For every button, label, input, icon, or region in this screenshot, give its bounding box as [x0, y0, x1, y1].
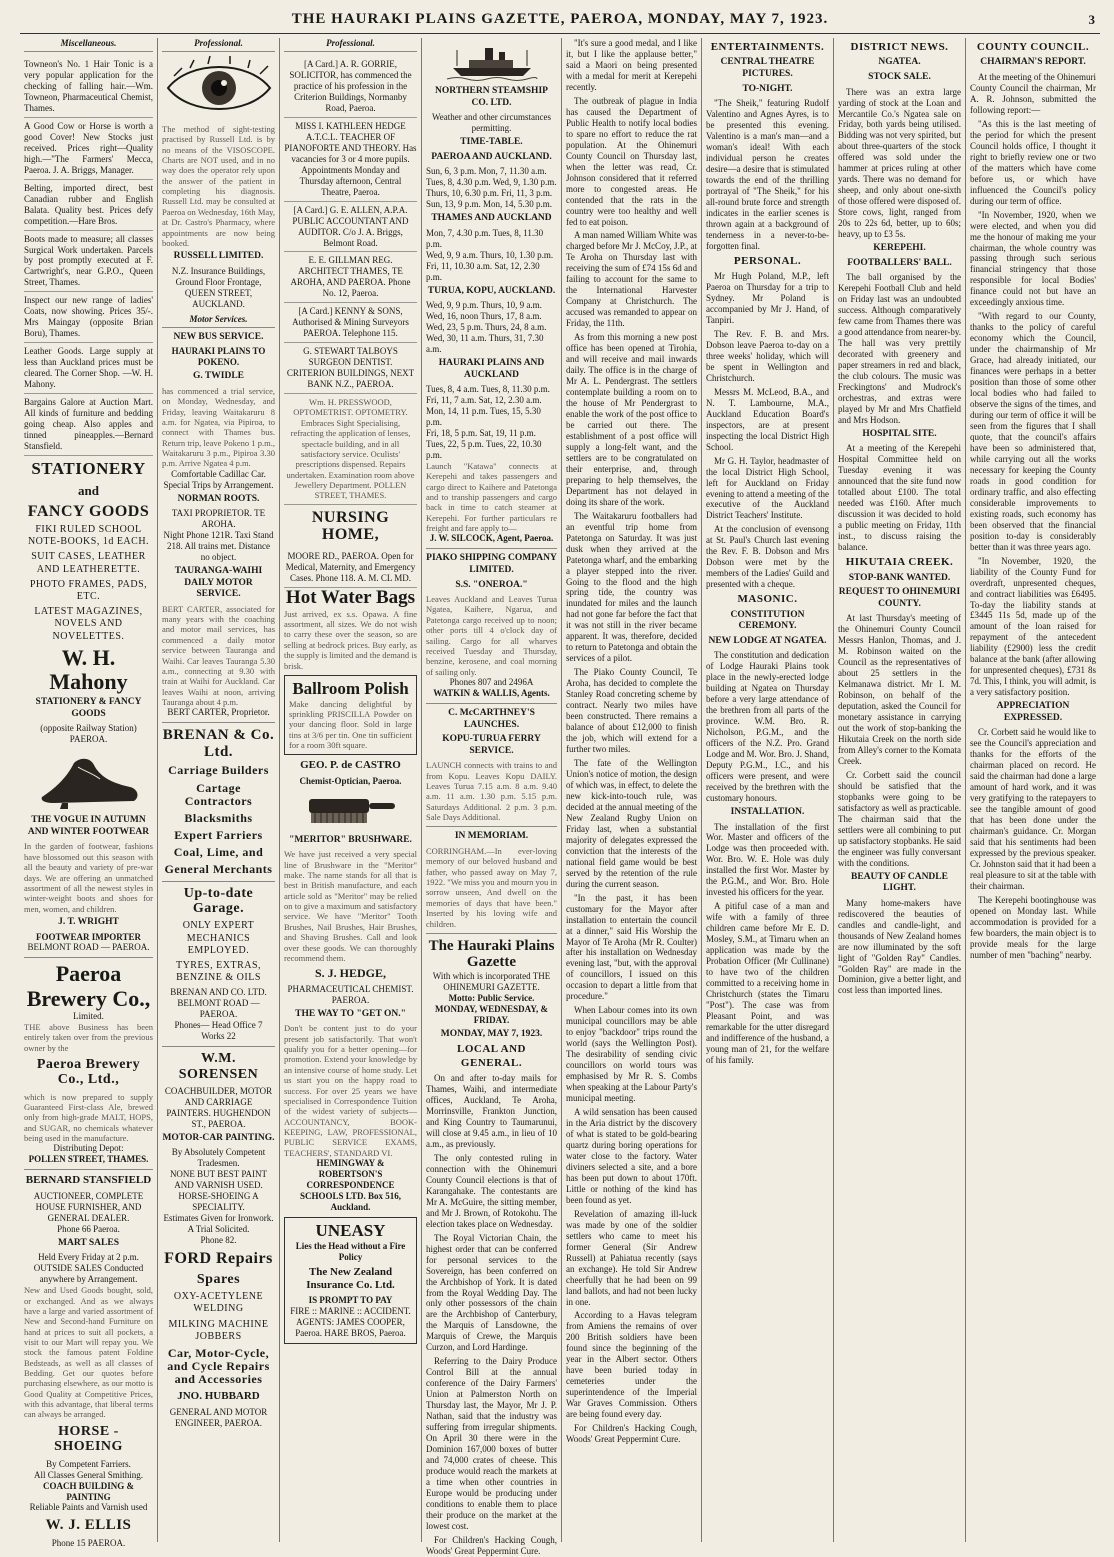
kenny-card: [A Card.] KENNY & SONS, Authorised & Mining Surveyors PAEROA. Telephone 115. [284, 303, 417, 343]
district-news-title: DISTRICT NEWS. [850, 41, 949, 53]
bus-title: NEW BUS SERVICE. [173, 331, 264, 342]
paper-sub: With which is incorporated THE OHINEMURI GAZETTE. [432, 970, 551, 992]
candle-title: BEAUTY OF CANDLE LIGHT. [851, 871, 948, 894]
garage-phones: Phones— Head Office 7 Works 22 [174, 1020, 263, 1042]
news-paragraph: Revelation of amazing ill-luck was made by one of the soldier settlers who came to meet his former General (Sir Andrew Russell) at Pahiatua recently (says an exchange). He told Sir Andrew cheerfully that he had been on 99 land ballots, and had not been lucky in one. [566, 1208, 697, 1307]
brewery-name-1: Paeroa [55, 961, 122, 987]
nursing-text: MOORE RD., PAEROA. Open for Medical, Maternity, and Emergency Cases. Phone 118. A. M. CL MD. [284, 548, 417, 588]
timetable-row: Sun, 6, 3 p.m. Mon, 7, 11.30 a.m. [426, 166, 547, 177]
timetable-row: Mon, 7, 4.30 p.m. Tues, 8, 11.30 p.m. [426, 227, 544, 249]
brewery-text: THE above Business has been entirely taken over from the previous owner by the [24, 1021, 153, 1053]
stock-text: There was an extra large yarding of stock at the Loan and Mercantile Co.'s Ngatea sale on Friday, both yards being utilised. Bidding was not very spirited, but about three-quarters of the stock offered was sold under the hammer at prices ruling at other yards. There was no demand for sheep, and only about one-sixth of those offered were disposed of. Store cows, light, ranged from 20s to 22s 6d, better, up to 60s; heavy, up to £3 5s. [838, 86, 961, 240]
timetable-row: Fri, 11, 10.30 a.m. Sat, 12, 2.30 p.m. [426, 260, 540, 282]
column-professional-motor [158, 38, 280, 1542]
hubbard-sub: GENERAL AND MOTOR ENGINEER, PAEROA. [169, 1406, 268, 1428]
timetable-row: Wed, 9, 9 a.m. Thurs, 10, 1.30 p.m. [426, 249, 554, 260]
masthead [20, 10, 1100, 34]
brenan-line: Expert Farriers [174, 828, 263, 843]
tonight-title: TO-NIGHT. [742, 83, 793, 94]
brewery-text-2: which is now prepared to supply Guaranteed First-class Ale, brewed only from high-grade MALT, HOPS, and SUGAR, no chemicals whatever being used in the manufacture. [24, 1091, 153, 1144]
local-general-body [426, 1073, 557, 1557]
theatre-text: "The Sheik," featuring Rudolf Valentino and Agnes Ayres, is to be presented this evening. Valentino is a man's man—and a woman's ideal! With each individual person he creates desire—a desire that is stimulated towards the end of the thrilling portrayal of "The Sheik," for his all-round brute force and strength indicates in the earlier scenes is thrown again at a background of tenderness in a never-to-be-forgotten final. [706, 98, 829, 251]
news-paragraph: According to a Havas telegram from Amiens the remains of over 200 British soldiers have been found since the beginning of the year in the Albert sector. Others have been buried today in cemeteries under the superintendence of the Imperial War Graves Commission. Others are being found every day. [566, 1310, 697, 1420]
ford-line: OXY-ACETYLENE WELDING [173, 1291, 264, 1315]
sj-hedge-title: S. J. HEDGE, [314, 966, 386, 981]
mart-title: MART SALES [58, 1237, 119, 1248]
weather-note: Weather and other circumstances permitting. [432, 112, 551, 134]
hospital-title: HOSPITAL SITE. [862, 428, 937, 439]
sorensen-line: By Absolutely Competent Tradesmen. [171, 1147, 266, 1169]
twidle-tail: Comfortable Cadillac Car. Special Trips by Arrangement. [163, 468, 274, 490]
footballers-title: FOOTBALLERS' BALL. [847, 257, 952, 268]
news-paragraph: The Piako County Council, Te Aroha, has decided to complete the Stanley Road concreting scheme by contract. Nearly two miles have been constructed. There remains a balance of about £12,000 to finish the job, which will extend for a further two miles. [566, 667, 697, 755]
entertainments-title: ENTERTAINMENTS. [710, 41, 825, 53]
insurance-ad [284, 1217, 417, 1344]
personal-body [706, 271, 829, 590]
wright-name: J. T. WRIGHT [58, 916, 119, 927]
news-paragraph: A wild sensation has been caused in the Aria district by the discovery of what is stated to be gold-bearing quartz during boring operations for water close to the factory. Water diviners selected a site, and a bore has been put down to about 170ft. Little or nothing of the kind has been found as yet. [566, 1107, 697, 1205]
column-news [562, 38, 702, 1542]
personal-title: PERSONAL. [733, 254, 802, 267]
steamship-icon [426, 42, 557, 82]
classified-ad: Leather Goods. Large supply at less than Auckland prices must be cleared. The Corner Shop. —W. H. Mahony. [24, 343, 153, 394]
get-on-text: Don't be content just to do your present job satisfactorily. That won't qualify you for a better opening—for promotion. Extend your knowledge by an intensive course of home study. Let us start you on the happy road to success. For over 25 years we have specialised in Correspondence Tuition of the widest variety of subjects— ACCOUNTANCY, BOOK-KEEPING, LAW, PROFESSIONAL, PUBLIC SERVICE EXAMS, TEACHERS', STANDARD VI. [284, 1023, 417, 1158]
news-paragraph: The Royal Victorian Chain, the highest order that can be conferred for personal services to the Sovereign, has been conferred on the Archbishop of York. It is dated from the Royal Wedding Day. The only other possessors of the chain are the Archbishop of Canterbury, the Marquis of Lansdowne, the Marquis of Crewe, the Marquis Curzon, and Lord Hardinge. [426, 1232, 557, 1353]
timetable-row: Mon, 14, 11 p.m. Tues, 15, 5.30 p.m. [426, 406, 541, 428]
news-paragraph: At the conclusion of evensong at St. Paul's Church last evening the Rev. F. B. Dobson and Mrs Dobson were met by the members of the Ladies' Guild and presented with a cheque. [706, 524, 829, 590]
installation-title: INSTALLATION. [730, 806, 805, 817]
news-paragraph: Mr Hugh Poland, M.P., left Paeroa on Thursday for a trip to Sydney. Mr Poland is accompanied by Mr J. Hand, of Tanpiri. [706, 271, 829, 325]
paper-motto: Motto: Public Service. [448, 992, 535, 1003]
castro-sub: Chemist-Optician, Paeroa. [299, 775, 402, 786]
stansfield-name: BERNARD STANSFIELD [25, 1174, 152, 1187]
garage-address: BRENAN AND CO. LTD. BELMONT ROAD — PAEROA. [170, 987, 267, 1020]
piako-ship: S.S. "ONEROA." [455, 579, 528, 590]
column-district-news [834, 38, 966, 1542]
stationery-line: PHOTO FRAMES, PADS, ETC. [29, 578, 148, 603]
sorensen-line: HORSE-SHOEING A SPECIALITY. [178, 1191, 259, 1213]
stopbank-title: STOP-BANK WANTED. [848, 572, 951, 583]
nzins-sub: IS PROMPT TO PAY [308, 1295, 393, 1306]
norman-sub: TAXI PROPRIETOR. TE AROHA. [171, 508, 266, 530]
timetable-row: Sun, 13, 9 p.m. Mon, 14, 5.30 p.m. [426, 199, 553, 210]
brenan-name: BRENAN & Co. Ltd. [162, 727, 275, 760]
silcock-agent: J. W. SILCOCK, Agent, Paeroa. [429, 533, 554, 544]
norman-text: Night Phone 121R. Taxi Stand 218. All trains met. Distance no object. [163, 530, 274, 563]
tauranga-tail: BERT CARTER, Proprietor. [167, 707, 270, 718]
hemingway: HEMINGWAY & ROBERTSON'S CORRESPONDENCE SCHOOLS LTD. Box 516, Auckland. [300, 1158, 401, 1212]
piako-agents: WATKIN & WALLIS, Agents. [433, 687, 550, 698]
sorensen-line: NONE BUT BEST PAINT AND VARNISH USED. [169, 1169, 268, 1191]
ballroom-ad [284, 675, 417, 755]
kopu-text: LAUNCH connects with trains to and from Kopu. Leaves Kopu DAILY. Leaves Turua 7.15 a.m. 8 a.m. 9.40 a.m. 11 a.m. 1.30 p.m. 5.15 p.m. Saturdays Additional. 2 p.m. 3 p.m. Sale Days Additional. [426, 760, 557, 823]
news-paragraph: Referring to the Dairy Produce Control Bill at the annual conference of the Dairy Farmers' Union at Palmerston North on Thursday last, the Mayor, Mr J. P. Nathan, said that the industry was suffering from irregular shipments. On April 30 there were in the Dominion 167,000 boxes of butter and 74,000 crates of cheese. This produce would reach the markets at a time when other countries in Europe would be producing under conditions to enable them to place their produce on the market at the lowest cost. [426, 1356, 557, 1531]
paper-days: MONDAY, WEDNESDAY, & FRIDAY. [434, 1003, 549, 1025]
kerepehi-title: KEREPEHI. [873, 243, 926, 254]
ellis-phone: Phone 15 PAEROA. [51, 1537, 126, 1548]
russell-sub: N.Z. Insurance Buildings, Ground Floor Frontage, QUEEN STREET, AUCKLAND. [171, 265, 266, 309]
ballroom-title: Ballroom Polish [292, 678, 409, 698]
route-heading: HAURAKI PLAINS AND AUCKLAND [438, 357, 545, 380]
classified-ad: Boots made to measure; all classes Surgical Work undertaken. Parcels by post promptly executed at F. Cartwright's, near G.P.O., Queen Street, Thames. [24, 231, 153, 293]
timetable-row: Fri, 11, 7 a.m. Sat, 12, 2.30 a.m. [426, 395, 542, 406]
meritor-title: "MERITOR" BRUSHWARE. [289, 834, 412, 845]
timetable-row: Fri, 18, 5 p.m. Sat, 19, 11 p.m. [426, 428, 536, 438]
brenan-line: Cartage Contractors [184, 780, 253, 808]
hospital-text: At a meeting of the Kerepehi Hospital Committee held on Tuesday evening it was announced that the site fund now totalled about £100. The total needed was £160. After much discussion it was decided to hold a public meeting on Friday, 11th inst., to discuss raising the balance. [838, 443, 961, 553]
piako-title: PIAKO SHIPPING COMPANY LIMITED. [426, 553, 557, 575]
steamship-company: NORTHERN STEAMSHIP CO. LTD. [435, 86, 548, 108]
garage-title: Up-to-date Garage. [183, 885, 254, 917]
tauranga-title: TAURANGA-WAIHI DAILY MOTOR SERVICE. [174, 566, 263, 600]
horse-line: COACH BUILDING & PAINTING [42, 1480, 134, 1502]
sorensen-name: W.M. SORENSEN [178, 1051, 259, 1082]
news-paragraph: The outbreak of plague in India has caused the Department of Public Health to notify local bodies to spare no effort to reduce the rat population. At the Ohinemuri County Council on Thursday last, when the letter was read, Cr. Johnson considered that it referred more to congested areas. He contended that the rats in the country were too healthy and well fed to eat poison. [566, 95, 697, 227]
masonic-text: The constitution and dedication of Lodge Hauraki Plains took place in the newly-erected lodge building at Ngatea on Thursday before a very large attendance of the brethren from all parts of the province. W.M. Bro. R. Nicholson, P.G.M., and the officers of the N.Z. Pro. Grand Lodge and M. Wor. Bro. J. Shand, Deputy P.G.M., I.C., and his officers were present, and were received by the brethren with the customary honours. [706, 650, 829, 803]
depot-label: Distributing Depot: [53, 1143, 124, 1154]
allen-card: [A Card.] G. E. ALLEN, A.P.A. PUBLIC ACCOUNTANT AND AUDITOR. C/o J. A. Briggs, Belmont Road. [284, 202, 417, 253]
candle-text: Many home-makers have rediscovered the beauties of candles and candle-light, and thousands of New Zealand homes are now illuminated by the soft light of "Golden Ray" Candles. "Golden Ray" are made in the Dominion, give a better light, and cost less than imported lines. [838, 897, 961, 996]
mahony-name: W. H. Mahony [49, 644, 128, 694]
wright-sub: FOOTWEAR IMPORTER [36, 931, 141, 942]
news-paragraph: Messrs M. McLeod, B.A., and N. T. Lambourne, M.A., Auckland Education Board's inspectors, are at present inspecting the local District High School. [706, 386, 829, 452]
sorensen-line: Estimates Given for Ironwork. A Trial Solicited. [163, 1213, 274, 1235]
ngatea-title: NGATEA. [878, 57, 921, 68]
hotwater-text: Just arrived, ex s.s. Opawa. A fine assortment, all sizes. We do not wish to carry these over the season, so are selling at bedrock prices. Buy early, as the supply is limited and the demand is brisk. [284, 608, 417, 671]
news-paragraph: As from this morning a new post office has been opened at Tirohia, and will receive and mail inwards daily. The office is in the charge of Mr A. L. Pendergrast. The settlers contemplate building a room on to the house of Mr Pendergrast to enable the work of the post office to be carried out there. The establishment of a post office will supply a long-felt want, and the settlers are to be congratulated on their enterprise, and, through preparing to help themselves, the Department has not delayed in doing its share of the work. [566, 332, 697, 507]
hauraki-note: Launch "Katawa" connects at Kerepehi and takes passengers and cargo direct to Kaihere and Patetonga and to tranship passengers and cargo back in time to catch steamer at Kerepehi. For further particulars re freight and fare apply to— [426, 460, 557, 534]
column-miscellaneous [20, 38, 158, 1548]
timetable-row: Tues, 8, 4 a.m. Tues, 8, 11.30 p.m. [426, 384, 550, 395]
mahony-address: (opposite Railway Station) PAEROA. [40, 723, 137, 745]
ellis-name: W. J. ELLIS [45, 1517, 132, 1534]
column-shipping [422, 38, 562, 1556]
section-heading: Professional. [284, 38, 417, 52]
timetable-row: Wed, 23, 5 p.m. Thurs, 24, 8 a.m. [426, 322, 547, 333]
presswood-card: Wm. H. PRESSWOOD, OPTOMETRIST. OPTOMETRY. Embraces Sight Specialising, refracting the application of lenses, spectacle building, and in all satisfactory service. Oculists' prescriptions dispensed. Repairs undertaken. Examination room above Jewellery Department. POLLEN STREET, THAMES. [284, 394, 417, 505]
creek-text: At last Thursday's meeting of the Ohinemuri County Council Messrs Hanlon, Thomas, and J. M. Robinson waited on the Council as the representatives of about 25 settlers in the Kelmanawa district. Mr I. M. Robinson, on behalf of the deputation, asked the Council for monetary assistance in carrying out the work of stop-banking the Hikutaia Creek on the north side from Alley's corner to the Komata Creek. [838, 613, 961, 766]
ballroom-text: Make dancing delightful by sprinkling PRISCILLA Powder on your dancing floor. Sold in large tins at 3/6 per tin. One tin sufficient for a room 30ft square. [289, 698, 412, 750]
section-heading: Motor Services. [162, 314, 275, 328]
football-text: The ball organised by the Kerepehi Football Club and held on Friday last was an undoubted success. Although comparatively few came from Thames there was a good attendance from nearer-by. The hall was very prettily decorated with greenery and paper streamers in red and black, the club colours. The music was Freckingtons' and Mudrock's orchestras, and extras were played by Mr and Mrs Chatfield and Mrs Hodson. [838, 272, 961, 425]
hotwater-title: Hot Water Bags [285, 586, 416, 608]
memoriam-title: IN MEMORIAM. [454, 831, 529, 842]
news-paragraph: The fate of the Wellington Union's notice of motion, the design of which was, in effect, to delete the new kick-into-touch rule, was decided at the annual meeting of the New Zealand Rugby Union on Friday last, when a substantial majority of delegates expressed the conviction that the interests of the national field game would be best served by the retention of the rule during the current season. [566, 758, 697, 889]
section-heading: Professional. [162, 38, 275, 52]
sorensen-line: Phone 82. [200, 1235, 237, 1246]
ford-title: FORD Repairs [164, 1250, 273, 1268]
brush-icon [284, 791, 417, 831]
stansfield-body: New and Used Goods bought, sold, or exchanged. And as we always have a large and varied assortment of New and Second-hand Furniture on hand at prices to suit all pockets, a visit to our Mart will repay you. We stock the famous patent Foldine Bedsteads, as well as all classes of Bedding. Get our quotes before purchasing elsewhere, as our motto is Good Quality at Competitive Prices, with this advantage, that liberal terms can always be arranged. [24, 1285, 153, 1420]
appreciation-title: APPRECIATION EXPRESSED. [996, 701, 1070, 723]
news-paragraph: Mr G. H. Taylor, headmaster of the local District High School, left for Auckland on Friday evening to attend a meeting of the executive of the Auckland District Teachers' Institute. [706, 455, 829, 521]
brenan-line: Carriage Builders [168, 763, 269, 778]
brenan-line: Coal, Lime, and [173, 845, 264, 860]
gillman-card: E. E. GILLMAN REG. ARCHITECT THAMES, TE AROHA, AND PAEROA. Phone No. 12, Paeroa. [284, 252, 417, 303]
eye-icon [162, 56, 275, 120]
page-number: 3 [1088, 12, 1096, 27]
stationery-line: LATEST MAGAZINES, NOVELS AND NOVELETTES. [34, 606, 143, 642]
stock-sale-title: STOCK SALE. [868, 71, 931, 82]
norman-name: NORMAN ROOTS. [177, 493, 260, 504]
news-paragraph: The only contested ruling in connection with the Ohinemuri County Council elections is that of Karangahake. The contestants are Mr A. McGuire, the sitting member, and Mr J. Brown, of Rotokohu. The election takes place on Wednesday. [426, 1152, 557, 1229]
nzins-title: The New Zealand Insurance Co. Ltd. [306, 1265, 395, 1291]
timetable-title: TIME-TABLE. [460, 137, 523, 148]
news-paragraph: The Rev. F. B. and Mrs. Dobson leave Paeroa to-day on a three weeks' holiday, which will be spent in Wellington and Christchurch. [706, 328, 829, 383]
hikutaia-title: HIKUTAIA CREEK. [845, 556, 954, 569]
brenan-line: General Merchants [164, 862, 273, 877]
twidle-text: has commenced a trial service, on Monday, Wednesday, and Friday, leaving Waitakaruru 8 a.m. for Ngatea, via Pipiroa, to connect with Thames bus. Return trip, leave Pokeno 1 p.m., Waitakaruru 3 p.m., Pipiroa 3.30 p.m. Arrive Ngatea 4 p.m. [162, 385, 275, 469]
garage-line: ONLY EXPERT MECHANICS EMPLOYED. [182, 920, 255, 956]
news-paragraph: "It's sure a good medal, and I like it, but I like the applause better," said a Maori on being presented with a medal for merit at Kerepehi recently. [566, 38, 697, 92]
news-paragraph: "In the past, it has been customary for the Mayor after installation to entertain the council at a dinner," said His Worship the Mayor of Te Aroha (Mr R. Coulter) after his installation on Wednesday evening last, "but, with the approval of councillors, I issued on this occasion to depart a little from that procedure." [566, 892, 697, 1002]
get-on-title: THE WAY TO "GET ON." [295, 1008, 406, 1019]
kopu-title: KOPU-TURUA FERRY SERVICE. [442, 734, 541, 756]
castro-title: GEO. P. de CASTRO [300, 759, 401, 772]
ford-line: MILKING MACHINE JOBBERS [168, 1318, 269, 1342]
news-paragraph: For Children's Hacking Cough, Woods' Great Peppermint Cure. [566, 1423, 697, 1445]
stationery-line: FIKI RULED SCHOOL NOTE-BOOKS, 1d EACH. [27, 524, 150, 548]
column-professional-cards [280, 38, 422, 1542]
eye-text: The method of sight-testing practised by Russell Ltd. is by no means of the VISOSCOPE. Charts are NOT used, and in no way does the operator rely upon the answer of the patient in completing his diagnosis. Russell Ltd. may be consulted at Paeroa on Wednesday, 16th May, at Dr. Castro's Pharmacy, where appointments are now being booked. [162, 123, 275, 248]
meritor-text: We have just received a very special line of Brushware in the "Meritor" make. The name stands for all that is best in British manufacture, and each article sold as "Meritor" may be relied on to give a maximum and satisfactory service. We have "Meritor" Tooth Brushes, Nail Brushes, Hair Brushes, and Shaving Brushes. Call and look over these goods. We can thoroughly recommend them. [284, 849, 417, 963]
tauranga-text: BERT CARTER, associated for many years with the coaching and motor mail services, has commenced a daily motor service between Tauranga and Waihi. Car leaves Tauranga 5.30 a.m., connecting at 9.30 with train at Waihi for Auckland. Car leaves Waihi at noon, arriving Tauranga about 4 p.m. [162, 603, 275, 707]
timetable-row: Thurs, 10, 6.30 p.m. Fri, 11, 3 p.m. [426, 188, 553, 199]
stationery-heading: STATIONERY [31, 458, 146, 478]
shoe-text: In the garden of footwear, fashions have blossomed out this season with all the beauty and variety of pre-war days. We are offering an unmatched assortment of all the newest styles in winter-weight boots and shoes for men, women, and children. [24, 841, 153, 914]
gorrie-card: [A Card.] A. R. GORRIE, SOLICITOR, has commenced the practice of his profession in the Criterion Buildings, Normanby Road, Paeroa. [284, 56, 417, 118]
route-heading: TURUA, KOPU, AUCKLAND. [427, 285, 556, 296]
sj-hedge-sub: PHARMACEUTICAL CHEMIST. PAEROA. [287, 983, 414, 1005]
nursing-title: NURSING HOME, [311, 508, 390, 544]
bus-route: HAURAKI PLAINS TO POKENO. [171, 346, 266, 368]
constitution-title: CONSTITUTION CEREMONY. [730, 609, 805, 632]
horse-line: All Classes General Smithing. [34, 1469, 143, 1480]
russell-name: RUSSELL LIMITED. [173, 251, 264, 262]
news-paragraph: "As this is the last meeting of the period for which the present Council holds office, I thought it right to briefly review one or two of the matters which have come before us, or which have influenced the Council's policy during our term of office. [970, 118, 1096, 206]
brewery-name-2: Brewery Co., [26, 985, 151, 1011]
news-paragraph: A man named William White was charged before Mr J. McCoy, J.P., at Te Aroha on Thursday last with receiving the sum of £74 15s 6d and failing to account for the same to the International Harvester Company at Christchurch. The accused was remanded to appear on Friday, the 11th. [566, 230, 697, 329]
stationery-and: and [78, 482, 99, 498]
news-paragraph: A pitiful case of a man and wife with a family of three children came before Mr E. D. Mosley, S.M., at Timaru when an application was made by the Probation Officer (Mr Cullinane) to have two of the children committed to a receiving home in Christchurch (states the Timaru "Post"). The case was from Pleasant Point, and was remarkable for the utter disregard and indifference of the husband, a young man of 21, for the welfare of his family. [706, 901, 829, 1065]
classified-ad: A Good Cow or Horse is worth a good Cover! New Stocks just received. Prices right—Quality high.—"The Farmers' Mecca, Paeroa. J. A. Briggs, Manager. [24, 118, 153, 180]
news-paragraph: Cr. Corbett said the council should be satisfied that the stopbanks were going to be satisfactory as well as practicable. The chairman said that the settlers were all combining to put up satisfactory stopbanks. He said the engineer was fully conversant with the conditions. [838, 769, 961, 868]
brewery-company: Paeroa Brewery Co., Ltd., [36, 1056, 141, 1088]
wright-address: BELMONT ROAD — PAEROA. [27, 942, 150, 953]
mcarthney-title: C. McCARTHNEY'S LAUNCHES. [448, 707, 535, 730]
twidle-name: G. TWIDLE [192, 371, 245, 382]
garage-line: TYRES, EXTRAS, BENZINE & OILS [175, 959, 262, 984]
stationery-line: SUIT CASES, LEATHER AND LEATHERETTE. [31, 551, 146, 575]
depot-address: POLLEN STREET, THAMES. [28, 1154, 149, 1165]
horse-line: Reliable Paints and Varnish used [29, 1502, 148, 1513]
news-paragraph: The Waitakaruru footballers had an eventful trip home from Patetonga on Saturday. It was just dusk when they arrived at the Patetonga wharf, and the embarking a player stepped into the river. Going to the flood and the high spring tide, the country was inundated for miles and the launch had not gone far before the fact that it was not still in the river became apparent. It was, therefore, decided to return to Patetonga and obtain the services of a pilot. [566, 510, 697, 664]
news-paragraph: At the meeting of the Ohinemuri County Council the chairman, Mr A. R. Johnson, submitted the following report:— [970, 71, 1096, 115]
sorensen-sub: COACHBUILDER, MOTOR AND CARRIAGE PAINTERS. HUGHENDON ST., PAEROA. [164, 1085, 273, 1129]
piako-text: Leaves Auckland and Leaves Turua Ngatea, Kaihere, Ngarua, and Patetonga cargo received up to noon; other ports till 4 o'clock day of sailing. Cargo for all wharves received Tuesday and Thursday, benzine, kerosene, and coal morning of sailing only. [426, 594, 557, 677]
timetable-row: Tues, 8, 4.30 p.m. Wed, 9, 1.30 p.m. [426, 177, 557, 188]
stansfield-sub: AUCTIONEER, COMPLETE HOUSE FURNISHER, AND GENERAL DEALER. [33, 1190, 144, 1223]
brenan-line: Blacksmiths [184, 810, 253, 825]
nzins-lines: FIRE :: MARINE :: ACCIDENT. AGENTS: JAMES COOPER, Paeroa. HARE BROS, Paeroa. [290, 1306, 411, 1339]
uneasy-text: Lies the Head without a Fire Policy [295, 1240, 406, 1262]
fancy-goods-heading: FANCY GOODS [27, 502, 150, 520]
report-body [970, 72, 1096, 698]
theatre-title: CENTRAL THEATRE PICTURES. [720, 57, 815, 79]
mahony-sub: STATIONERY & FANCY GOODS [35, 697, 142, 719]
local-general-title: LOCAL AND GENERAL. [457, 1043, 526, 1069]
memoriam-text: CORRINGHAM.—In ever-loving memory of our beloved husband and father, who passed away on May 7, 1922. "We miss you and mourn you in sorrow unseen, And dwell on the memories of days that have been." Inserted by his loving wife and children. [426, 845, 557, 929]
request-title: REQUEST TO OHINEMURI COUNTY. [838, 587, 961, 609]
classified-ad: Belting, imported direct, best Canadian rubber and English Balata. Quality best. Prices defy competition.—Hare Bros. [24, 180, 153, 231]
shoe-icon [24, 749, 153, 811]
route-heading: PAEROA AND AUCKLAND. [431, 151, 552, 162]
hubbard-name: JNO. HUBBARD [177, 1390, 260, 1403]
sorensen-line: MOTOR-CAR PAINTING. [162, 1132, 275, 1143]
horse-shoeing-title: HORSE - SHOEING [54, 1423, 123, 1455]
news-paragraph: On and after to-day mails for Thames, Waihi, and intermediate offices, Auckland, Te Aroha, Morrinsville, Frankton Junction, and King Country to Taumarunui, will close at 9.45 a.m., in lieu of 10 a.m., as previously. [426, 1073, 557, 1149]
new-lodge-title: NEW LODGE AT NGATEA. [708, 635, 827, 646]
piako-phones: Phones 807 and 2496A [449, 677, 534, 687]
chairman-report-title: CHAIRMAN'S REPORT. [980, 57, 1086, 68]
section-heading: Miscellaneous. [24, 38, 153, 52]
classified-ad: Inspect our new range of ladies' Coats, now showing. Prices 35/-. Mrs Maingay (opposite Brian Boru), Thames. [24, 292, 153, 343]
timetable-row: Wed, 9, 9 p.m. Thurs, 10, 9 a.m. [426, 300, 542, 311]
installation-text: The installation of the first Wor. Master and officers of the Lodge was then proceeded with. Wor. Bro. W. E. Hole was duly installed the first Wor. Master by the P.G.M., and Wor. Bro. Hole invested his officers for the year. [706, 821, 829, 898]
timetable-row: Tues, 22, 5 p.m. Tues, 22, 10.30 p.m. [426, 438, 542, 460]
classified-ad: Bargains Galore at Auction Mart. All kinds of furniture and bedding going cheap. Also apples and tinned pineapples.—Bernard Stansfield. [24, 394, 153, 456]
ford-sub: Spares [196, 1271, 241, 1287]
masonic-title: MASONIC. [737, 593, 798, 606]
route-heading: THAMES AND AUCKLAND [431, 213, 552, 224]
ford-line: Car, Motor-Cycle, and Cycle Repairs and Accessories [167, 1345, 270, 1387]
shoe-heading: THE VOGUE IN AUTUMN AND WINTER FOOTWEAR [27, 815, 150, 837]
news-paragraph: For Children's Hacking Cough, Woods' Great Peppermint Cure. [426, 1534, 557, 1556]
paper-date: MONDAY, MAY 7, 1923. [440, 1028, 543, 1039]
newspaper-title: THE HAURAKI PLAINS GAZETTE, PAEROA, MONDAY, MAY 7, 1923. [291, 11, 829, 27]
paper-nameplate: The Hauraki Plains Gazette [428, 937, 555, 971]
appreciation-text: Cr. Corbett said he would like to see the Council's appreciation and thanks for the efforts of the chairman placed on record. He said the chairman had done a large amount of hard work, and it was very gratifying to the ratepayers to see the tangible amount of good that has been done under the chairman's guidance. Cr. Morgan said that his sentiments had been expressed by the previous speaker. Cr. Johnston said that it had been a real pleasure to sit at the table with their chairman. [970, 727, 1096, 891]
news-paragraph: When Labour comes into its own municipal councillors may be able to enjoy "backdoor" trips round the world (says the Wellington Post). The desirability of sending civic councillors on world tours was emphasised by Mr R. S. Combs when speaking at the Labour Party's municipal meeting. [566, 1005, 697, 1104]
county-council-title: COUNTY COUNCIL. [976, 41, 1090, 53]
uneasy-title: UNEASY [315, 1220, 386, 1240]
classified-ad: Towneon's No. 1 Hair Tonic is a very popular application for the checking of falling hair.—Wm. Towneon, Pharmaceutical Chemist, Thames. [24, 56, 153, 118]
hedge-card: MISS I. KATHLEEN HEDGE A.T.C.L. TEACHER OF PIANOFORTE AND THEORY. Has vacancies for 3 or 4 more pupils. Appointments Monday and Thursday afternoon, Central Theatre, Paeroa. [284, 118, 417, 202]
news-paragraph: "In November, 1920, when we were elected, and when you did me the honour of making me your chairman, the whole country was passing through such serious financial stringency that those responsible for local Bodies' finance could not but have an exceedingly anxious time. [970, 209, 1096, 308]
timetable-row: Wed, 16, noon Thurs, 17, 8 a.m. [426, 311, 542, 322]
timetable-row: Wed, 30, 11 a.m. Thurs, 31, 7.30 a.m. [426, 333, 544, 354]
brewery-limited: Limited. [73, 1010, 104, 1021]
column-county-council [966, 38, 1100, 1542]
horse-shoeing-sub: By Competent Farriers. [46, 1458, 131, 1469]
news-paragraph: The Kerepehi bootinghouse was opened on Monday last. While accommodation is provided for a few boarders, the main object is to provide meals for the large number of men "baching" nearby. [970, 894, 1096, 960]
stansfield-phone: Phone 66 Paeroa. [57, 1223, 120, 1234]
column-entertainments [702, 38, 834, 1542]
news-paragraph: "In November, 1920, the liability of the County Fund for overdraft, unpresented cheques, and contract liabilities was £6495. To-day the liability stands at £3445 11s 5d, made up of the amount of the loan raised for repayment of the antecedent liability (£2900) less the credit balance at the bank (after allowing for unpresented cheques), £731 8s 7d. This, I think, you will admit, is a very satisfactory position. [970, 555, 1096, 698]
news-paragraph: "With regard to our County, thanks to the policy of careful economy which the Council, under the chairmanship of Mr Grace, had already initiated, our finances were perhaps in a better position than those of some other local bodies who had failed to observe the signs of the times, and during our term of office it will be seen from the figures that I shall quote, that the council's affairs have been so administered that, while carrying out all the works necessary for keeping the County roads in good condition for ordinary traffic, and also effecting considerable improvements to existing roads, such economy has been observed that the financial position to-day is considerably better than it was three years ago. [970, 311, 1096, 552]
mart-text: Held Every Friday at 2 p.m. OUTSIDE SALES Conducted anywhere by Arrangement. [33, 1252, 144, 1285]
talboys-card: G. STEWART TALBOYS SURGEON DENTIST. CRITERION BUILDINGS, NEXT BANK N.Z., PAEROA. [284, 343, 417, 394]
